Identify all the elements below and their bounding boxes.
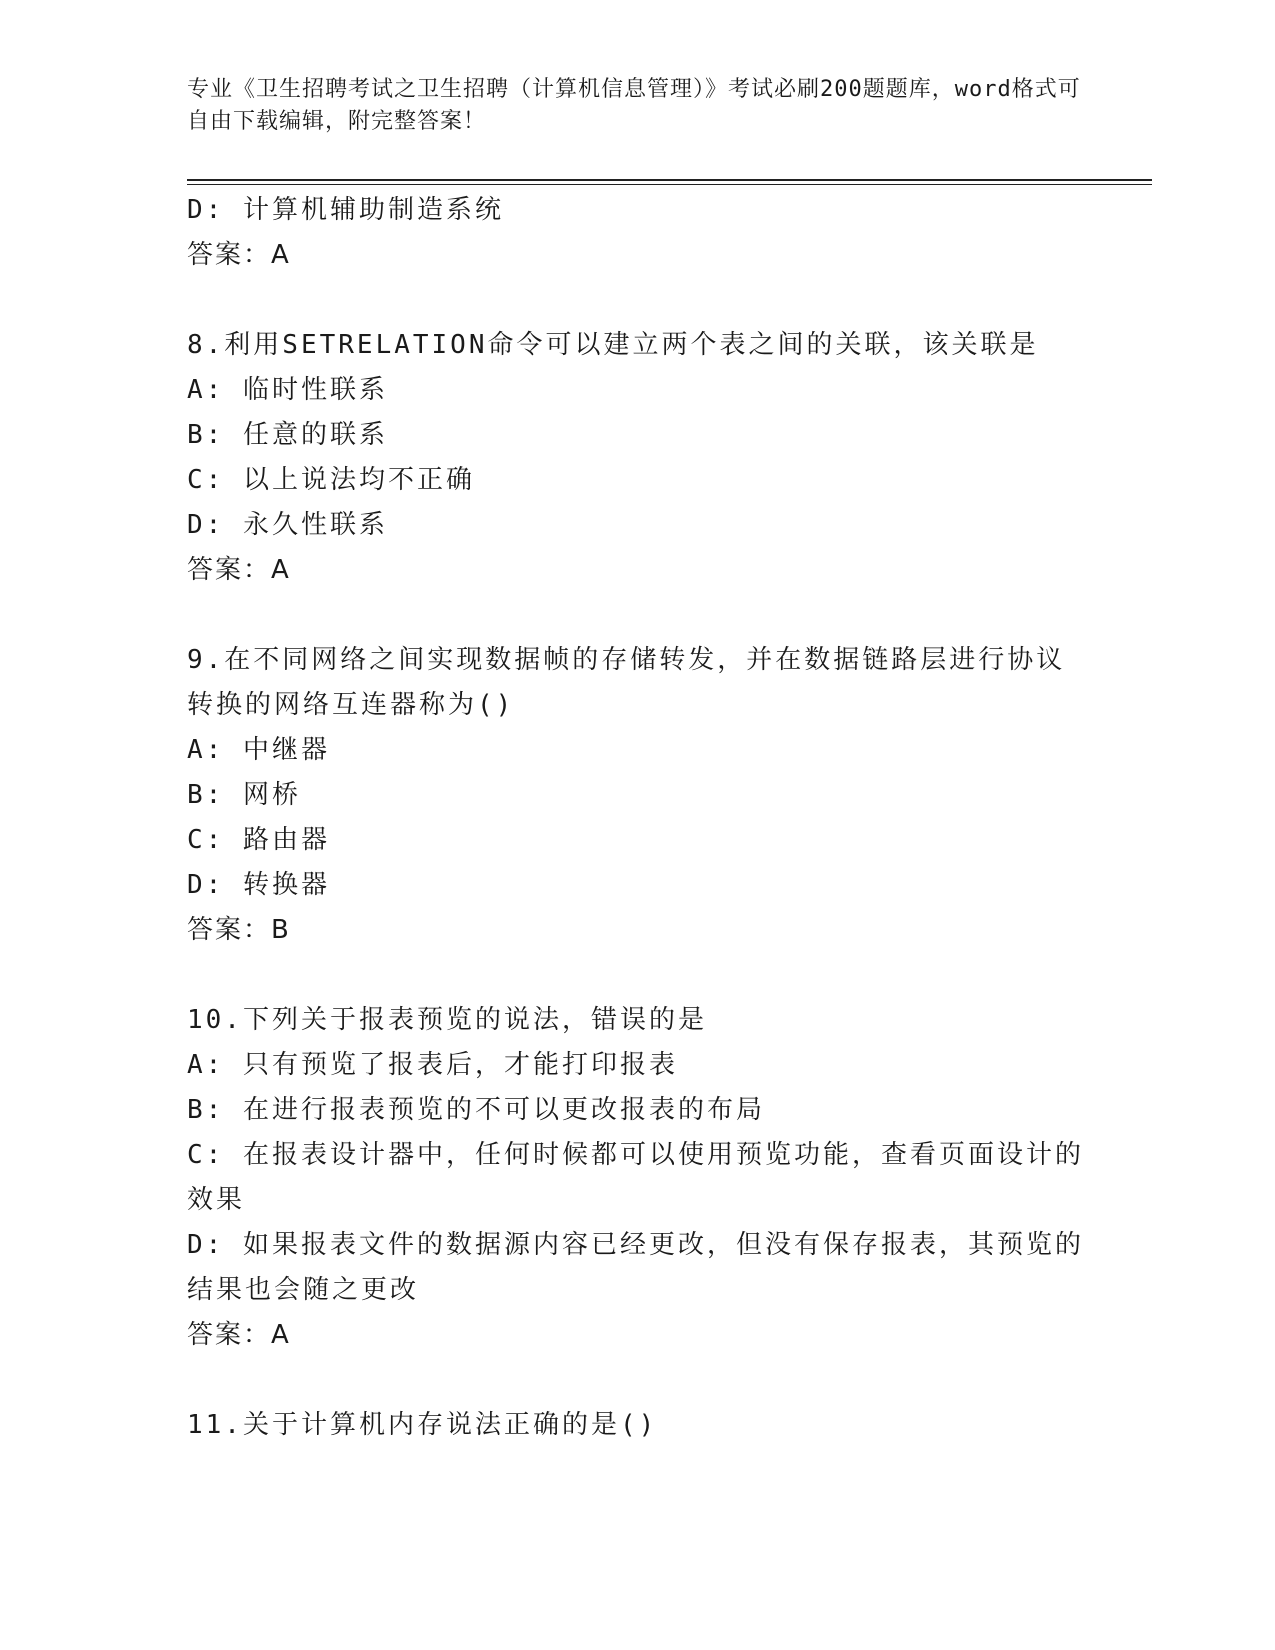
question-list	[187, 188, 1087, 1448]
spacer	[187, 953, 1087, 998]
q10-option-b: B: 在进行报表预览的不可以更改报表的布局	[187, 1095, 765, 1125]
q10-option-d-line1: D: 如果报表文件的数据源内容已经更改，但没有保存报表，其预览的	[187, 1230, 1084, 1260]
q8-option-c: C: 以上说法均不正确	[187, 465, 475, 495]
q8-answer: 答案：A	[187, 555, 291, 585]
spacer	[187, 593, 1087, 638]
header-intro-text: 专业《卫生招聘考试之卫生招聘（计算机信息管理）》考试必刷200题题库，word格式可自由下载编辑，附完整答案！	[187, 77, 1081, 134]
q10-answer: 答案：A	[187, 1320, 291, 1350]
q8-question: 8.利用SETRELATION命令可以建立两个表之间的关联，该关联是	[187, 330, 1039, 360]
spacer	[187, 278, 1087, 323]
document-header	[187, 74, 1087, 138]
q9-answer: 答案：B	[187, 915, 291, 945]
q10-option-c-line1: C: 在报表设计器中，任何时候都可以使用预览功能，查看页面设计的	[187, 1140, 1084, 1170]
q10-option-d-line2: 结果也会随之更改	[187, 1275, 420, 1305]
q9-option-a: A: 中继器	[187, 735, 330, 765]
spacer	[187, 1358, 1087, 1403]
q9-option-d: D: 转换器	[187, 870, 330, 900]
q10-question: 10.下列关于报表预览的说法，错误的是	[187, 1005, 707, 1035]
header-divider-thick	[187, 179, 1152, 181]
prev-answer: 答案：A	[187, 240, 291, 270]
q8-option-d: D: 永久性联系	[187, 510, 388, 540]
q8-option-a: A: 临时性联系	[187, 375, 388, 405]
q9-question-line2: 转换的网络互连器称为()	[187, 690, 515, 720]
q9-question-line1: 9.在不同网络之间实现数据帧的存储转发，并在数据链路层进行协议	[187, 645, 1066, 675]
q9-option-b: B: 网桥	[187, 780, 301, 810]
q10-option-a: A: 只有预览了报表后，才能打印报表	[187, 1050, 678, 1080]
q11-question: 11.关于计算机内存说法正确的是()	[187, 1410, 658, 1440]
prev-option-d: D: 计算机辅助制造系统	[187, 195, 504, 225]
q8-option-b: B: 任意的联系	[187, 420, 388, 450]
q9-option-c: C: 路由器	[187, 825, 330, 855]
header-divider-thin	[187, 184, 1152, 185]
q10-option-c-line2: 效果	[187, 1185, 246, 1215]
